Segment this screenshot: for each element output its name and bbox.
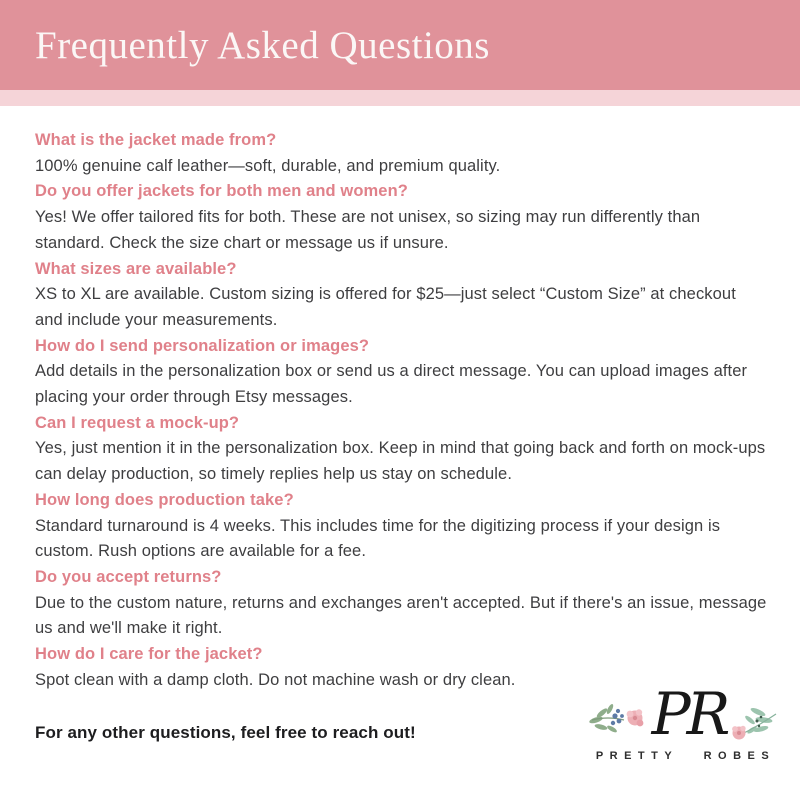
faq-answer: Yes, just mention it in the personalization box. Keep in mind that going back and forth on mock-ups can delay production, so timely replies help us stay on schedule. [35,439,766,484]
faq-question: How do I send personalization or images? [35,336,370,355]
brand-name: PRETTY ROBES [595,750,776,762]
faq-item [35,257,767,334]
floral-right-icon [728,700,780,744]
faq-question: Can I request a mock-up? [35,413,240,432]
faq-item [35,565,767,642]
brand-monogram: PR [651,680,727,749]
logo-row [588,680,780,750]
faq-answer: Yes! We offer tailored fits for both. These are not unisex, so sizing may run differently than standard. Check the size chart or message us if unsure. [35,208,701,252]
footer-cta: For any other questions, feel free to reach out! [35,723,416,743]
faq-question: How do I care for the jacket? [35,645,263,664]
faq-question: How long does production take? [35,490,294,509]
faq-item [35,411,767,488]
header-banner [0,0,800,90]
faq-answer: Spot clean with a damp cloth. Do not machine wash or dry clean. [35,670,516,689]
faq-question: Do you offer jackets for both men and women? [35,182,408,201]
faq-answer: Add details in the personalization box or send us a direct message. You can upload images after placing your order through Etsy messages. [35,362,748,407]
floral-left-icon [588,698,650,740]
header-strip [0,90,800,106]
faq-item [35,179,767,256]
faq-item [35,488,767,565]
faq-list [0,106,800,749]
brand-logo [588,680,780,762]
faq-answer: Due to the custom nature, returns and exchanges aren't accepted. But if there's an issue, message us and we'll make it right. [35,593,767,638]
faq-question: What is the jacket made from? [35,131,277,149]
faq-item [35,128,767,179]
faq-question: Do you accept returns? [35,567,222,586]
faq-item [35,334,767,411]
faq-answer: XS to XL are available. Custom sizing is offered for $25—just select “Custom Size” at checkout and include your measurements. [35,285,736,329]
page-title: Frequently Asked Questions [35,23,490,67]
faq-answer: 100% genuine calf leather—soft, durable, and premium quality. [35,156,501,175]
faq-question: What sizes are available? [35,259,237,278]
faq-answer: Standard turnaround is 4 weeks. This includes time for the digitizing process if your design is custom. Rush options are available for a fee. [35,516,721,561]
